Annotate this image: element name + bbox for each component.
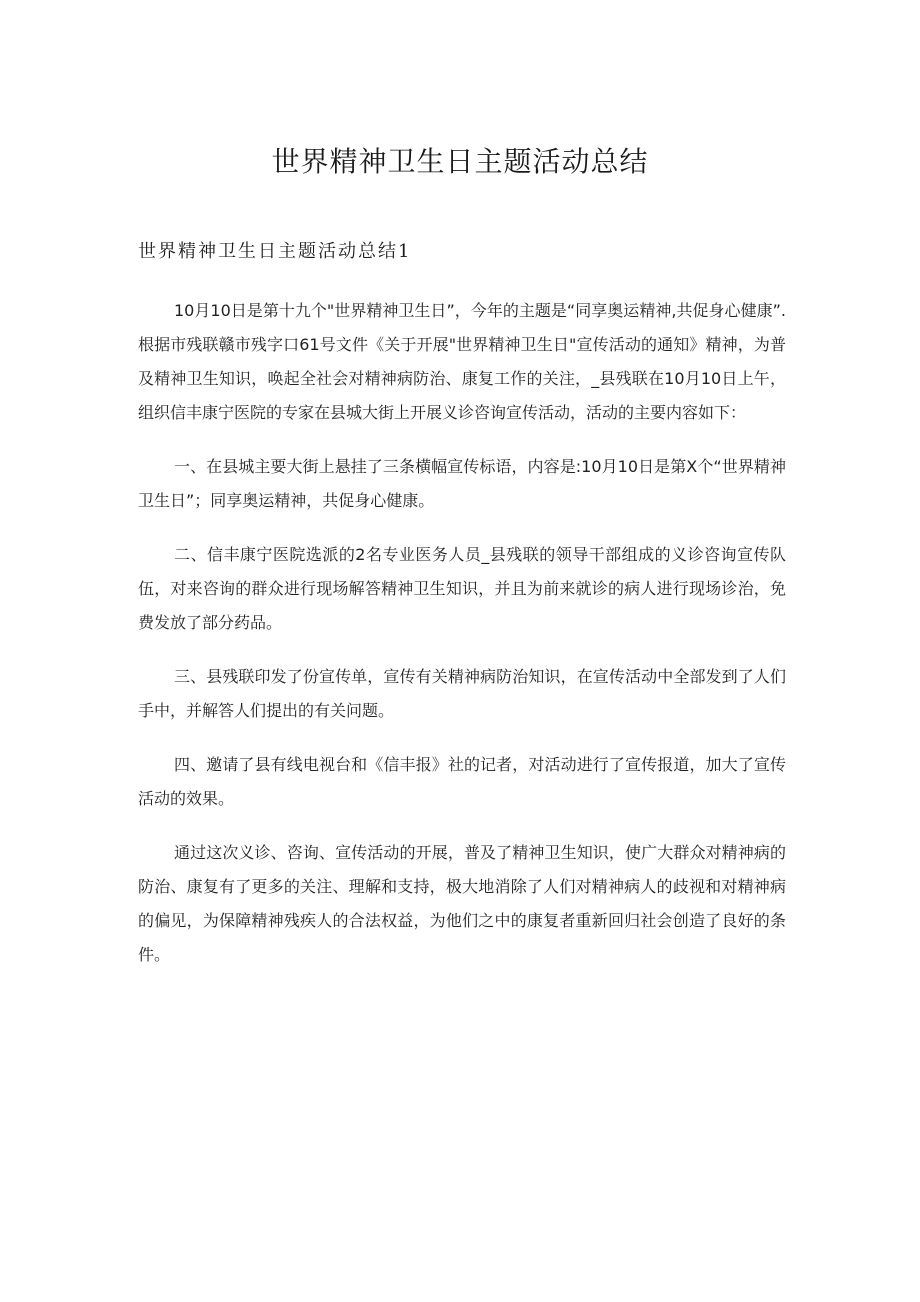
paragraph-intro: 10月10日是第十九个"世界精神卫生日”，今年的主题是“同享奥运精神,共促身心健康”.根据市残联赣市残字口61号文件《关于开展"世界精神卫生日"宣传活动的通知》精神，为普及精神卫生知识，唤起全社会对精神病防治、康复工作的关注，_县残联在10月10日上午，组织信丰康宁医院的专家在县城大街上开展义诊咨询宣传活动，活动的主要内容如下： [138,301,786,422]
paragraph-item-2: 二、信丰康宁医院选派的2名专业医务人员_县残联的领导干部组成的义诊咨询宣传队伍，对来咨询的群众进行现场解答精神卫生知识，并且为前来就诊的病人进行现场诊治，免费发放了部分药品。 [138,545,786,632]
page-title: 世界精神卫生日主题活动总结 [271,145,649,178]
paragraph-item-4: 四、邀请了县有线电视台和《信丰报》社的记者，对活动进行了宣传报道，加大了宣传活动的效果。 [138,755,786,808]
document-body [138,294,786,992]
section-heading: 世界精神卫生日主题活动总结1 [138,241,412,262]
paragraph-item-1: 一、在县城主要大街上悬挂了三条横幅宣传标语，内容是:10月10日是第X个“世界精神卫生日”；同享奥运精神，共促身心健康。 [138,457,786,510]
paragraph-conclusion: 通过这次义诊、咨询、宣传活动的开展，普及了精神卫生知识，使广大群众对精神病的防治、康复有了更多的关注、理解和支持，极大地消除了人们对精神病人的歧视和对精神病的偏见，为保障精神残疾人的合法权益，为他们之中的康复者重新回归社会创造了良好的条件。 [138,843,786,964]
paragraph-item-3: 三、县残联印发了份宣传单，宣传有关精神病防治知识，在宣传活动中全部发到了人们手中，并解答人们提出的有关问题。 [138,667,786,720]
